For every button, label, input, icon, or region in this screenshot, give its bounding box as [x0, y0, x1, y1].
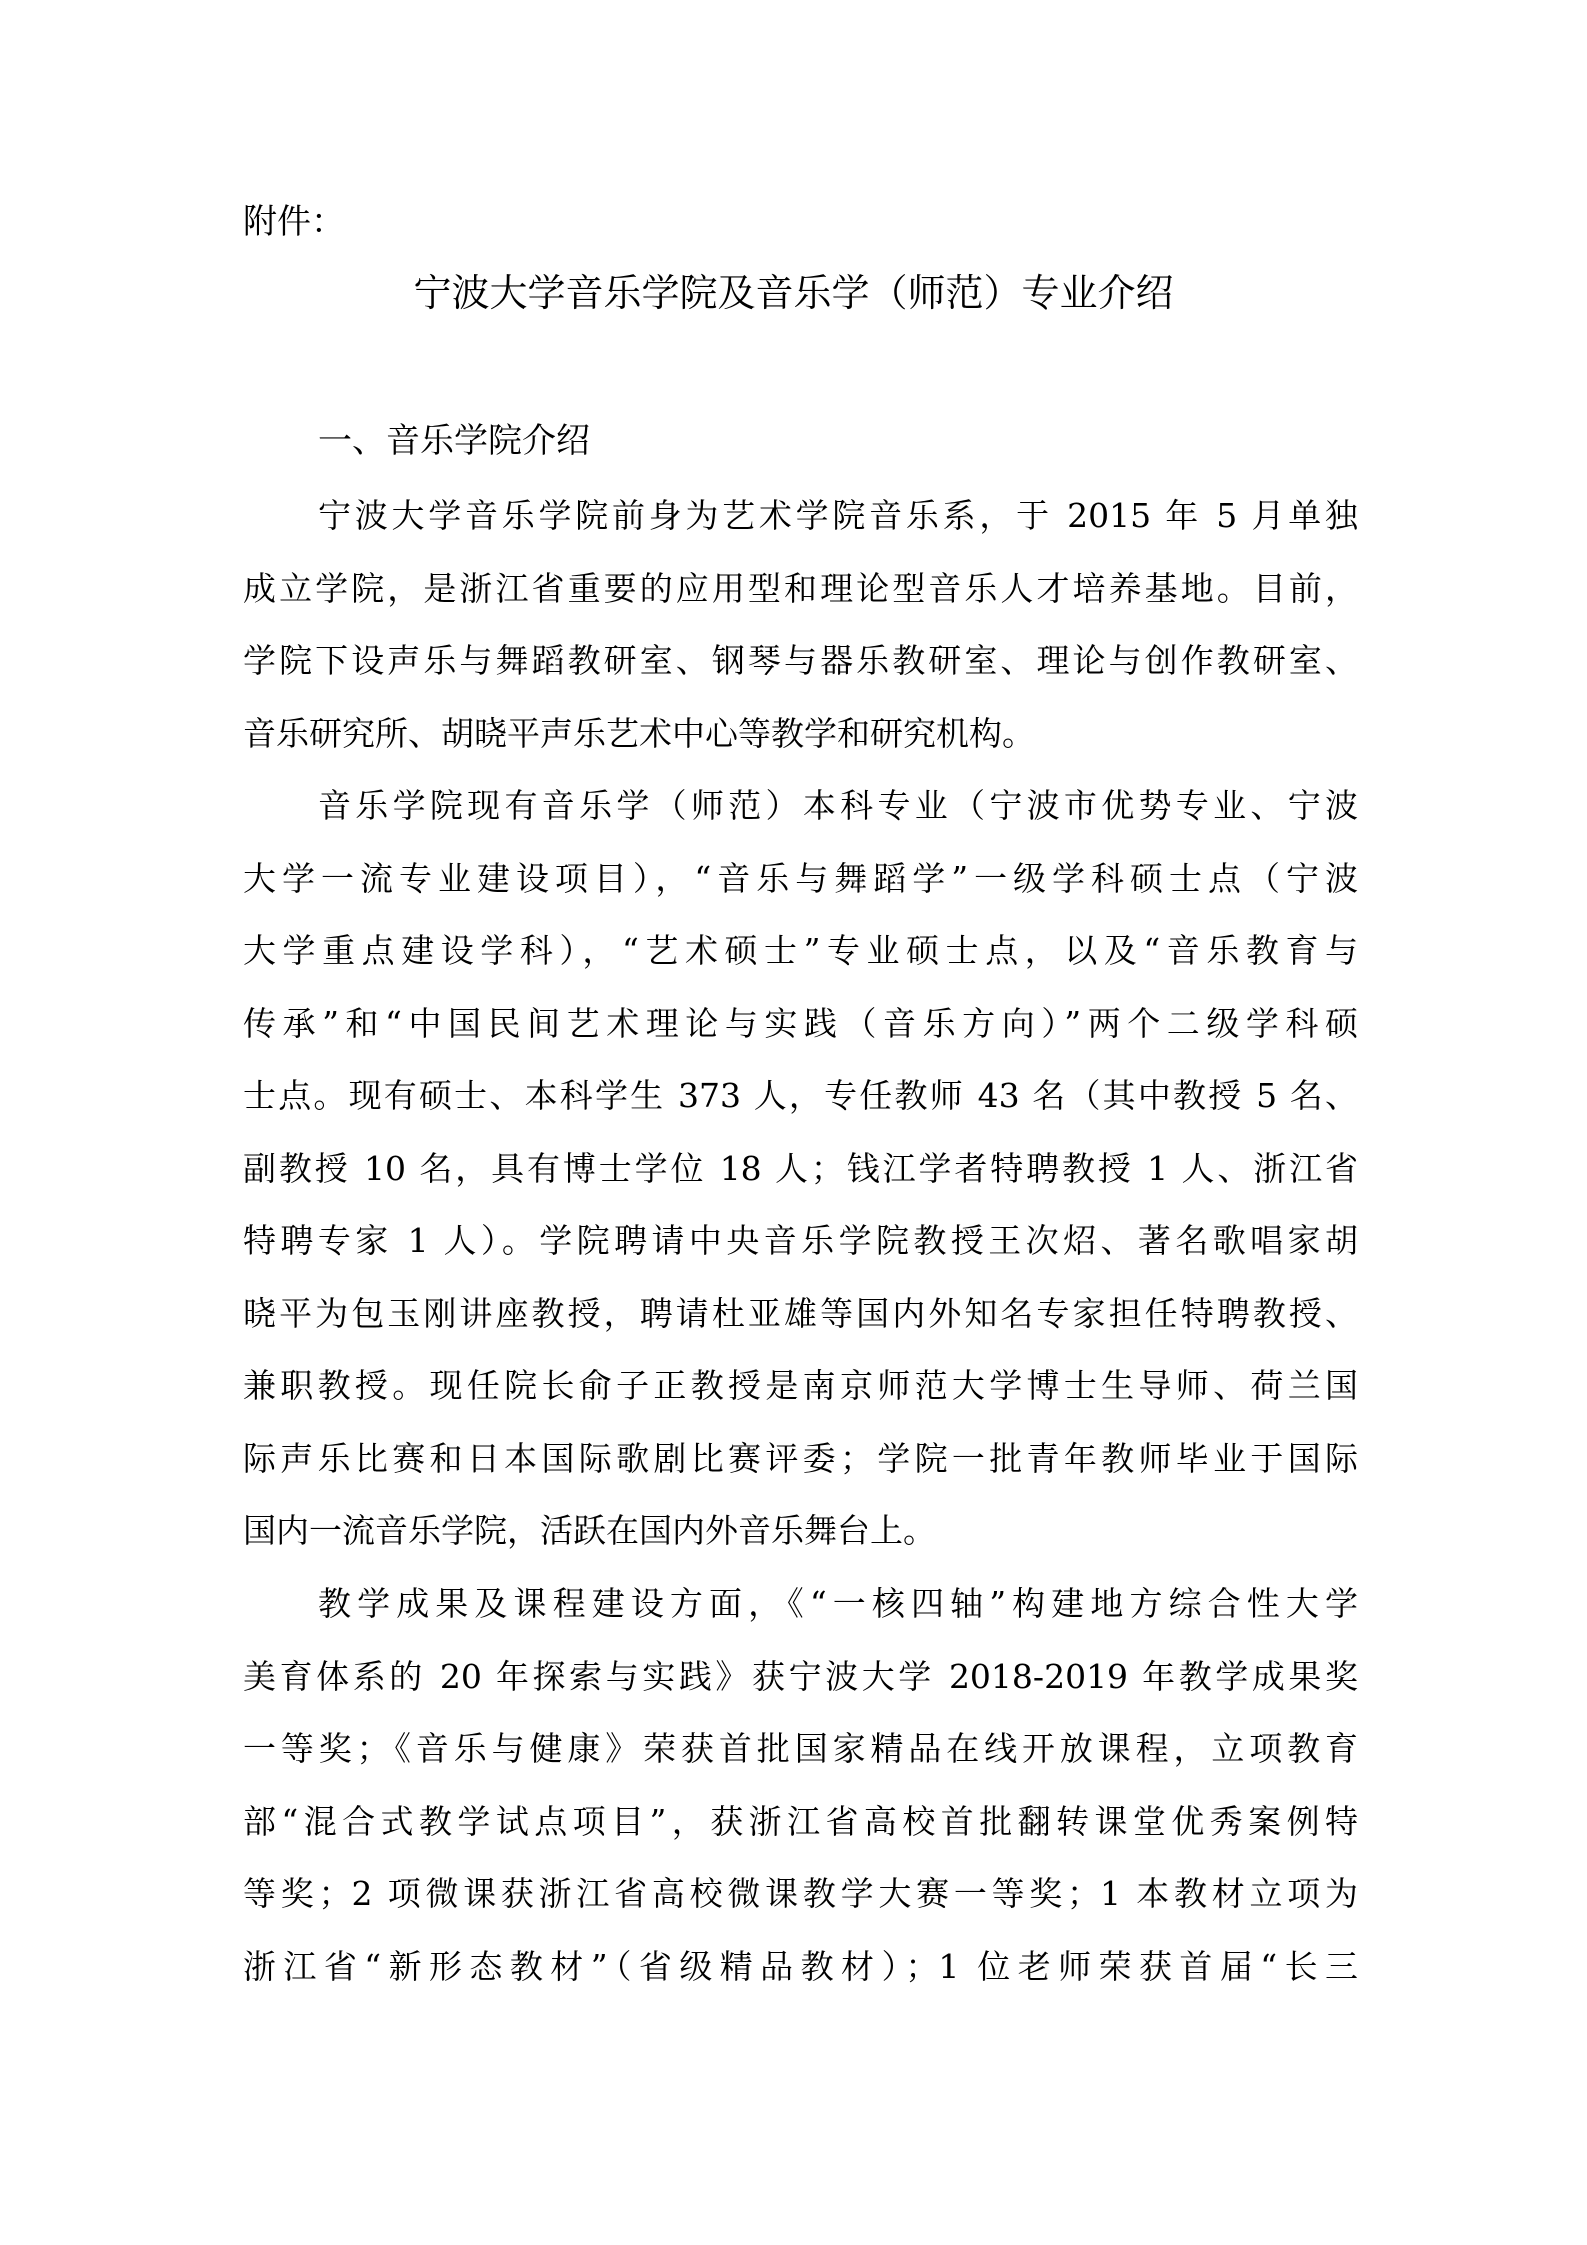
- paragraph-line: 大学重点建设学科），“艺术硕士”专业硕士点，以及“音乐教育与: [243, 931, 1358, 970]
- paragraph-line: 教学成果及课程建设方面，《“一核四轴”构建地方综合性大学: [318, 1584, 1358, 1623]
- paragraph-line: 国内一流音乐学院，活跃在国内外音乐舞台上。: [243, 1511, 936, 1550]
- document-title: 宁波大学音乐学院及音乐学（师范）专业介绍: [413, 271, 1174, 315]
- paragraph-line: 大学一流专业建设项目），“音乐与舞蹈学”一级学科硕士点（宁波: [243, 858, 1358, 898]
- paragraph-line: 成立学院，是浙江省重要的应用型和理论型音乐人才培养基地。目前，: [243, 568, 1358, 608]
- paragraph-line: 宁波大学音乐学院前身为艺术学院音乐系，于 2015 年 5 月单独: [318, 496, 1358, 535]
- attachment-label: 附件：: [243, 202, 345, 242]
- paragraph-line: 部“混合式教学试点项目”，获浙江省高校首批翻转课堂优秀案例特: [243, 1801, 1358, 1841]
- paragraph-line: 浙江省“新形态教材”（省级精品教材）；1 位老师荣获首届“长三: [243, 1946, 1358, 1986]
- paragraph-line: 学院下设声乐与舞蹈教研室、钢琴与器乐教研室、理论与创作教研室、: [243, 641, 1358, 680]
- paragraph-line: 副教授 10 名，具有博士学位 18 人；钱江学者特聘教授 1 人、浙江省: [243, 1148, 1358, 1188]
- paragraph-line: 晓平为包玉刚讲座教授，聘请杜亚雄等国内外知名专家担任特聘教授、: [243, 1293, 1358, 1333]
- paragraph-line: 兼职教授。现任院长俞子正教授是南京师范大学博士生导师、荷兰国: [243, 1366, 1358, 1405]
- paragraph-line: 一等奖；《音乐与健康》荣获首批国家精品在线开放课程，立项教育: [243, 1729, 1358, 1768]
- paragraph-line: 特聘专家 1 人）。学院聘请中央音乐学院教授王次炤、著名歌唱家胡: [243, 1221, 1358, 1260]
- section-heading: 一、音乐学院介绍: [318, 421, 590, 461]
- paragraph-1: [243, 480, 1358, 770]
- paragraph-line: 音乐学院现有音乐学（师范）本科专业（宁波市优势专业、宁波: [318, 786, 1358, 825]
- paragraph-line: 际声乐比赛和日本国际歌剧比赛评委；学院一批青年教师毕业于国际: [243, 1438, 1358, 1478]
- paragraph-line: 传承”和“中国民间艺术理论与实践（音乐方向）”两个二级学科硕: [243, 1003, 1358, 1043]
- paragraph-line: 美育体系的 20 年探索与实践》获宁波大学 2018-2019 年教学成果奖: [243, 1656, 1358, 1696]
- paragraph-line: 等奖；2 项微课获浙江省高校微课教学大赛一等奖；1 本教材立项为: [243, 1874, 1358, 1913]
- paragraph-line: 士点。现有硕士、本科学生 373 人，专任教师 43 名（其中教授 5 名、: [243, 1076, 1358, 1115]
- paragraph-line: 音乐研究所、胡晓平声乐艺术中心等教学和研究机构。: [243, 713, 1035, 753]
- paragraph-3: [243, 1568, 1358, 2003]
- paragraph-2: [243, 770, 1358, 1568]
